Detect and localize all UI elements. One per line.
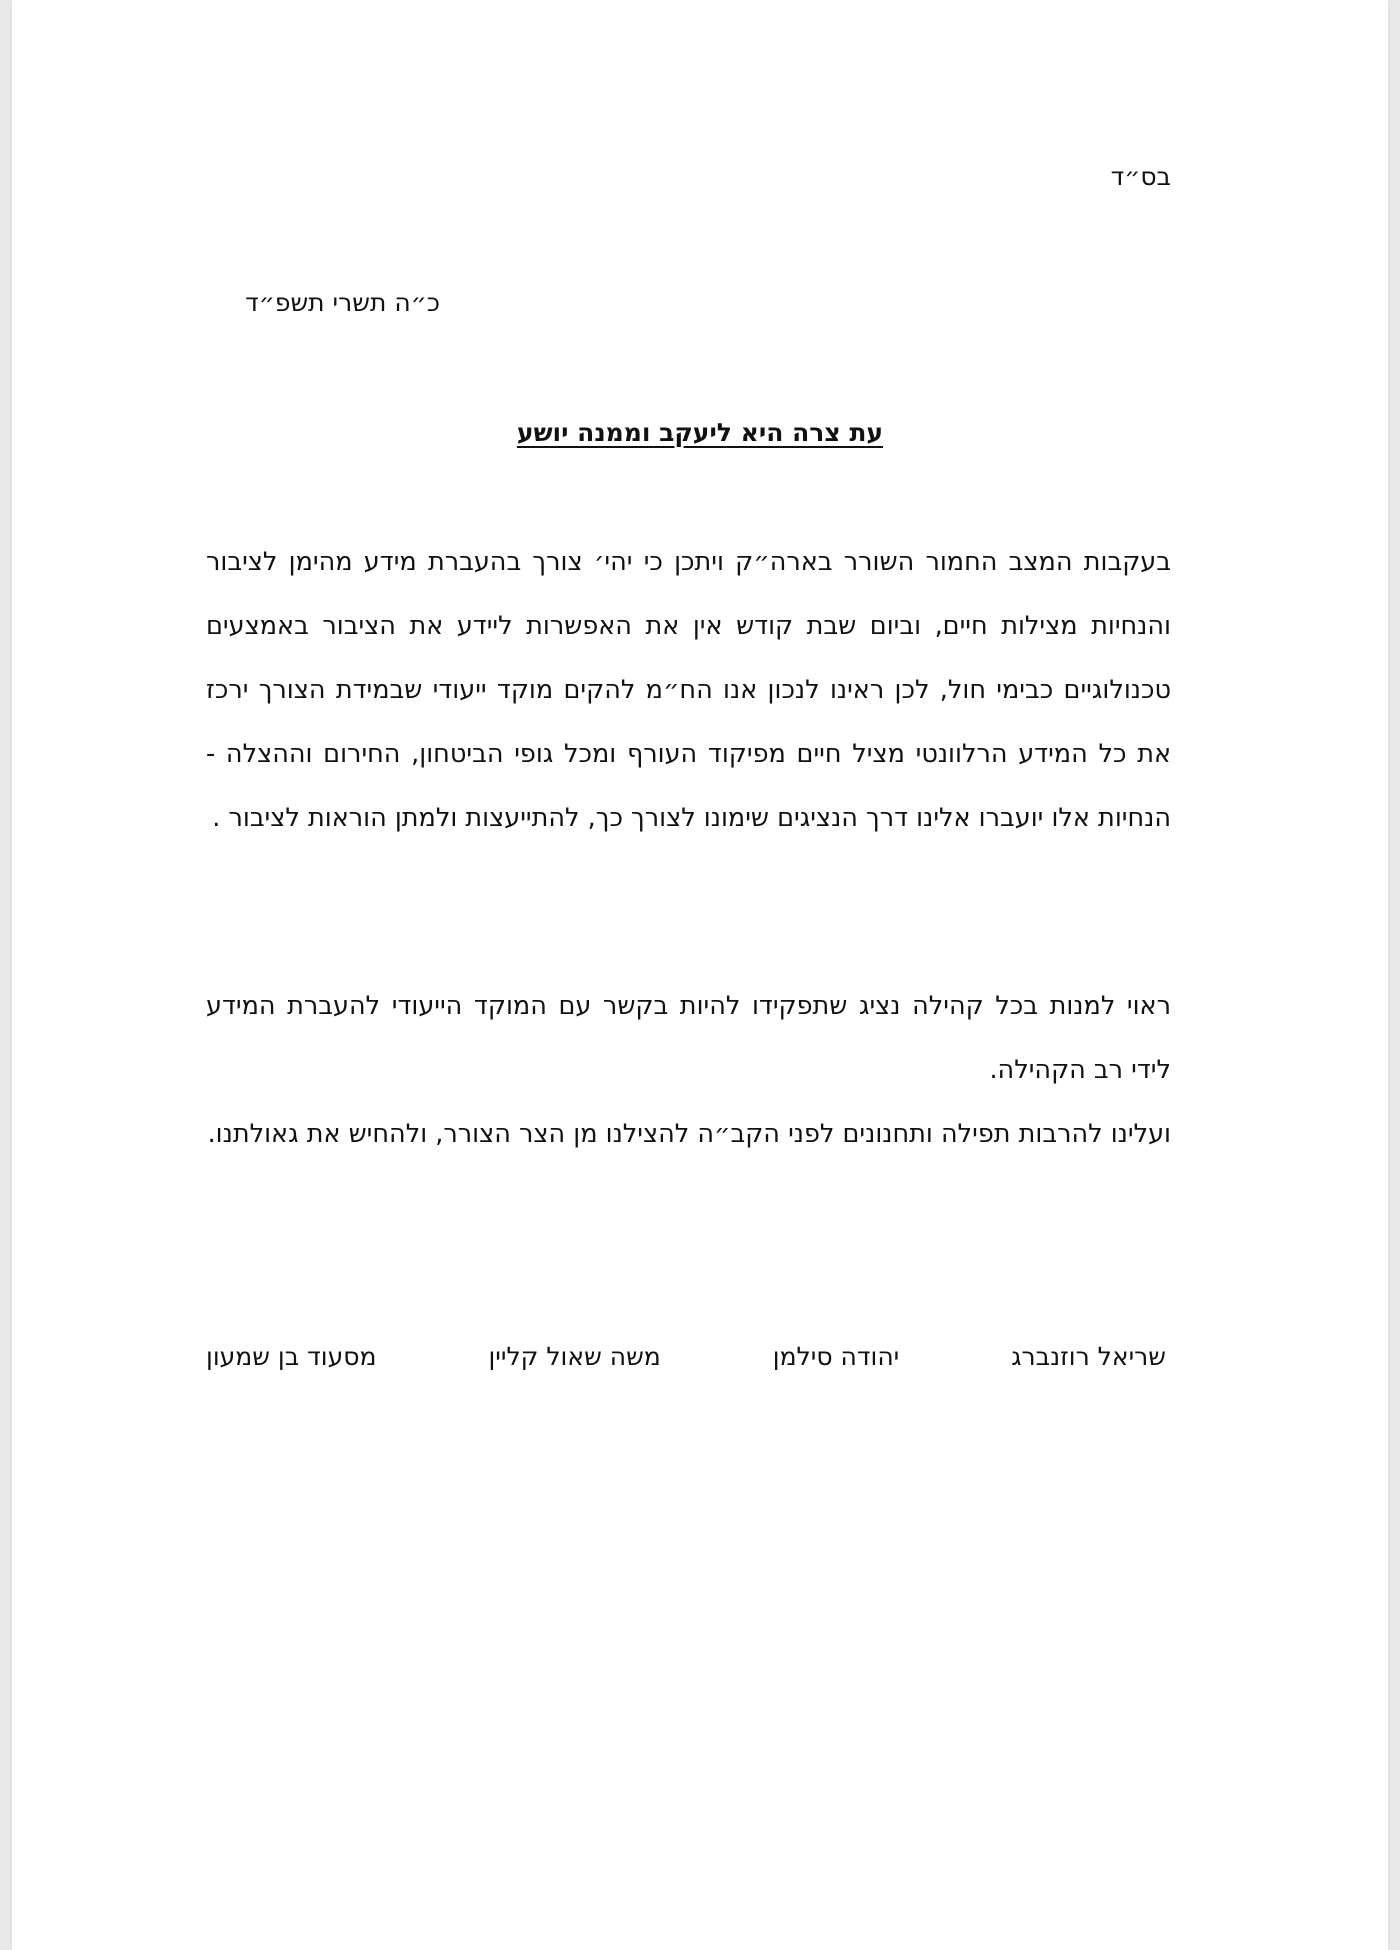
signatures-row [206,1342,1166,1371]
letter-date: כ״ה תשרי תשפ״ד [245,288,440,317]
paragraph-main: בעקבות המצב החמור השורר בארה״ק ויתכן כי יהי׳ צורך בהעברת מידע מהימן לציבור והנחיות מצילות חיים, וביום שבת קודש אין את האפשרות ליידע את הציבור באמצעים טכנולוגיים כבימי חול, לכן ראינו לנכון אנו הח״מ להקים מוקד ייעודי שבמידת הצורך ירכז את כל המידע הרלוונטי מציל חיים מפיקוד העורף ומכל גופי הביטחון, החירום וההצלה - הנחיות אלו יועברו אלינו דרך הנציגים שימונו לצורך כך, להתייעצות ולמתן הוראות לציבור . [206,547,1171,833]
signatory-name: יהודה סילמן [772,1342,900,1371]
letter-title: עת צרה היא ליעקב וממנה יושע [516,418,884,447]
signatory-name: משה שאול קליין [488,1342,661,1371]
signatory-name: מסעוד בן שמעון [206,1342,377,1371]
document-page [12,0,1388,1950]
signatory-name: שריאל רוזנברג [1011,1342,1166,1371]
paragraph-community-rep: ראוי למנות בכל קהילה נציג שתפקידו להיות בקשר עם המוקד הייעודי להעברת המידע לידי רב הקהילה. [206,991,1171,1085]
header-bsd: בס״ד [1110,162,1171,191]
paragraph-prayer: ועלינו להרבות תפילה ותחנונים לפני הקב״ה להצילנו מן הצר הצורר, ולהחיש את גאולתנו. [207,1119,1171,1149]
